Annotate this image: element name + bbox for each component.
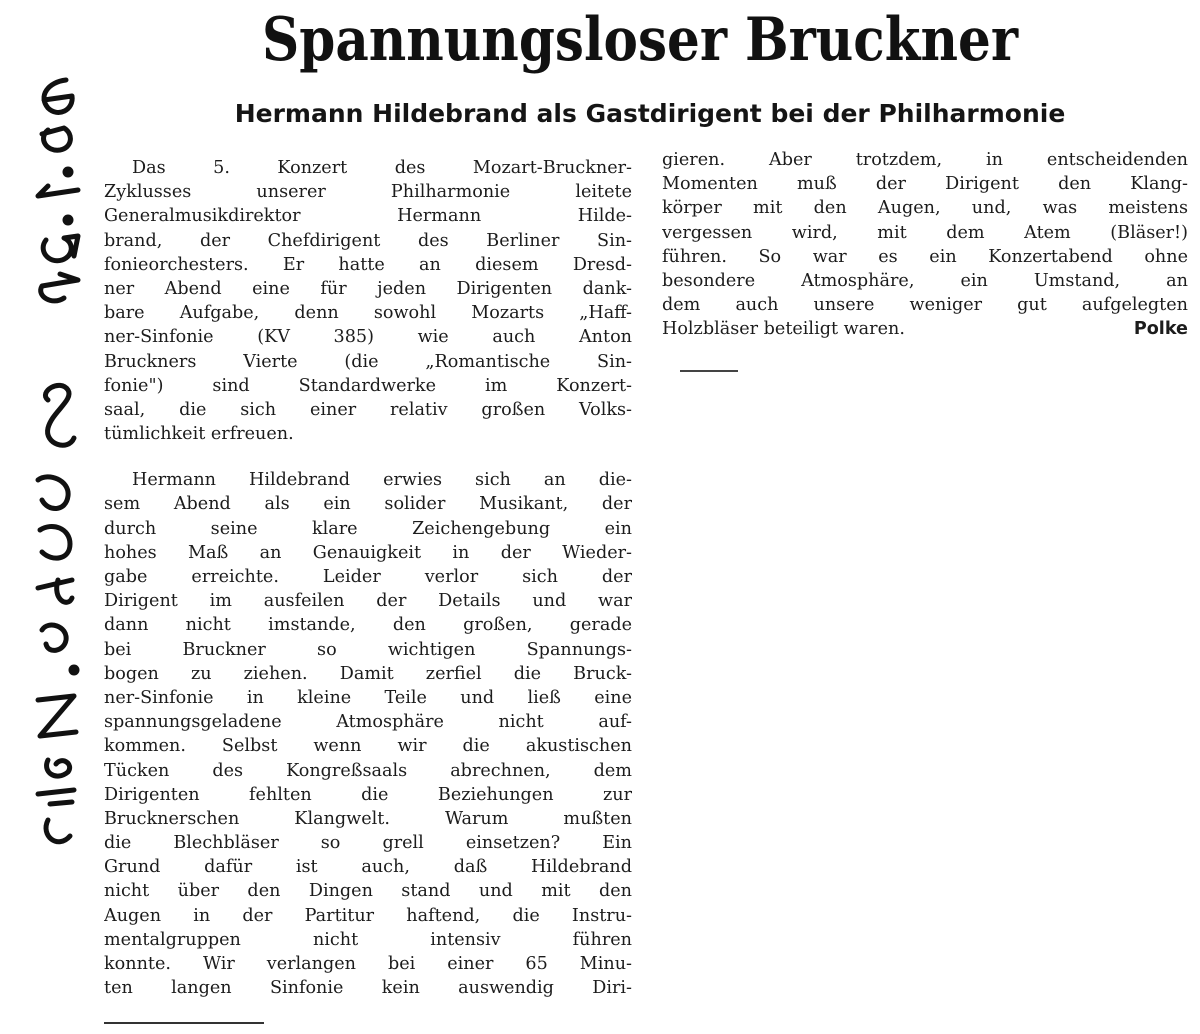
article-column-left (104, 156, 632, 1000)
text-line: die Blechbläser so grell einsetzen? Ein (104, 833, 632, 854)
text-line: gabe erreichte. Leider verlor sich der (104, 567, 632, 587)
author-signature: Polke (1133, 319, 1188, 340)
column-end-rule (104, 1022, 264, 1024)
handwritten-note-image (8, 60, 98, 860)
text-line: bei Bruckner so wichtigen Spannungs- (104, 639, 632, 660)
text-line: ner Abend eine für jeden Dirigenten dank- (104, 278, 632, 299)
text-line: gieren. Aber trotzdem, in entscheidenden (662, 150, 1188, 170)
text-line: tümlichkeit erfreuen. (104, 424, 294, 445)
text-line: bare Aufgabe, denn sowohl Mozarts „Haff- (104, 303, 632, 324)
text-line: dem auch unsere weniger gut aufgelegten (662, 295, 1188, 316)
text-line: Augen in der Partitur haftend, die Instru- (104, 905, 632, 926)
text-line: Momenten muß der Dirigent den Klang- (662, 174, 1188, 195)
text-line: ner-Sinfonie (KV 385) wie auch Anton (104, 327, 632, 348)
text-line: Zyklusses unserer Philharmonie leitete (104, 182, 632, 203)
text-line: fonie") sind Standardwerke im Konzert- (104, 375, 632, 396)
article-end-rule (680, 370, 738, 372)
text-line: Tücken des Kongreßsaals abrechnen, dem (104, 760, 632, 781)
text-line: vergessen wird, mit dem Atem (Bläser!) (662, 222, 1188, 243)
paragraph-2 (104, 468, 632, 1000)
text-line: körper mit den Augen, und, was meistens (662, 198, 1188, 219)
text-line: Brucknerschen Klangwelt. Warum mußten (104, 808, 632, 829)
closing-text: Holzbläser beteiligt waren. (662, 319, 905, 340)
text-line: besondere Atmosphäre, ein Umstand, an (662, 270, 1188, 291)
text-line: saal, die sich einer relativ großen Volks- (104, 399, 632, 420)
text-line: Das 5. Konzert des Mozart-Bruckner- (132, 158, 632, 178)
headline: Spannungsloser Bruckner (261, 5, 1019, 75)
text-line: Bruckners Vierte (die „Romantische Sin- (104, 351, 632, 372)
text-line: hohes Maß an Genauigkeit in der Wieder- (104, 542, 632, 563)
text-line: konnte. Wir verlangen bei einer 65 Minu- (104, 954, 632, 974)
text-line: fonieorchesters. Er hatte an diesem Dresd- (104, 254, 632, 275)
text-line: Hermann Hildebrand erwies sich an die- (132, 470, 632, 491)
text-line: Dirigent im ausfeilen der Details und war (104, 591, 632, 612)
text-line: Grund dafür ist auch, daß Hildebrand (104, 857, 632, 878)
handwritten-margin-note (8, 60, 98, 860)
text-line: bogen zu ziehen. Damit zerfiel die Bruck- (104, 663, 632, 684)
text-line: Generalmusikdirektor Hermann Hilde- (104, 206, 632, 227)
text-line: Dirigenten fehlten die Beziehungen zur (104, 784, 632, 805)
paragraph-1 (104, 156, 632, 446)
text-line: mentalgruppen nicht intensiv führen (104, 929, 632, 950)
text-line: brand, der Chefdirigent des Berliner Sin- (104, 230, 632, 251)
text-line: nicht über den Dingen stand und mit den (104, 881, 632, 902)
text-line: dann nicht imstande, den großen, gerade (104, 615, 632, 636)
text-line: ner-Sinfonie in kleine Teile und ließ eine (104, 687, 632, 708)
subheadline: Hermann Hildebrand als Gastdirigent bei der Philharmonie (234, 99, 1066, 128)
closing-line (662, 317, 1188, 341)
text-line: ten langen Sinfonie kein auswendig Diri- (104, 978, 632, 999)
text-line: sem Abend als ein solider Musikant, der (104, 494, 632, 515)
text-line: kommen. Selbst wenn wir die akustischen (104, 736, 632, 757)
text-line: spannungsgeladene Atmosphäre nicht auf- (104, 712, 632, 733)
text-line: durch seine klare Zeichengebung ein (104, 518, 632, 539)
text-line: führen. So war es ein Konzertabend ohne (662, 246, 1188, 267)
article-column-right (662, 148, 1188, 342)
